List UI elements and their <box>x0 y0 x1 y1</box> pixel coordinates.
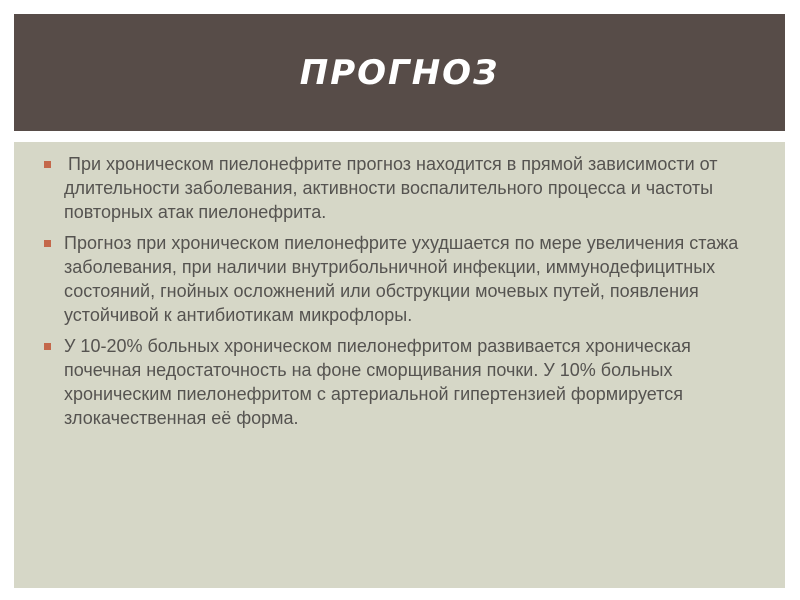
bullet-text: При хроническом пиелонефрите прогноз находится в прямой зависимости от длительности заболевания, активности воспалительного процесса и частоты повторных атак пиелонефрита. <box>64 154 718 222</box>
bullet-list <box>44 152 745 430</box>
bullet-text: Прогноз при хроническом пиелонефрите ухудшается по мере увеличения стажа заболевания, при наличии внутрибольничной инфекции, иммунодефицитных состояний, гнойных осложнений или обструкции мочевых путей, появления устойчивой к антибиотикам микрофлоры. <box>64 233 739 325</box>
bullet-text: У 10-20% больных хроническом пиелонефритом развивается хроническая почечная недостаточность на фоне сморщивания почки. У 10% больных хроническим пиелонефритом с артериальной гипертензией формируется злокачественная её форма. <box>64 336 691 428</box>
content-panel <box>14 142 785 588</box>
bullet-item <box>44 231 745 327</box>
bullet-item <box>44 152 745 224</box>
slide-title: ПРОГНОЗ <box>299 52 500 93</box>
bullet-item <box>44 334 745 430</box>
title-bar <box>14 14 785 131</box>
bullet-marker-icon <box>44 343 51 350</box>
bullet-marker-icon <box>44 161 51 168</box>
bullet-marker-icon <box>44 240 51 247</box>
